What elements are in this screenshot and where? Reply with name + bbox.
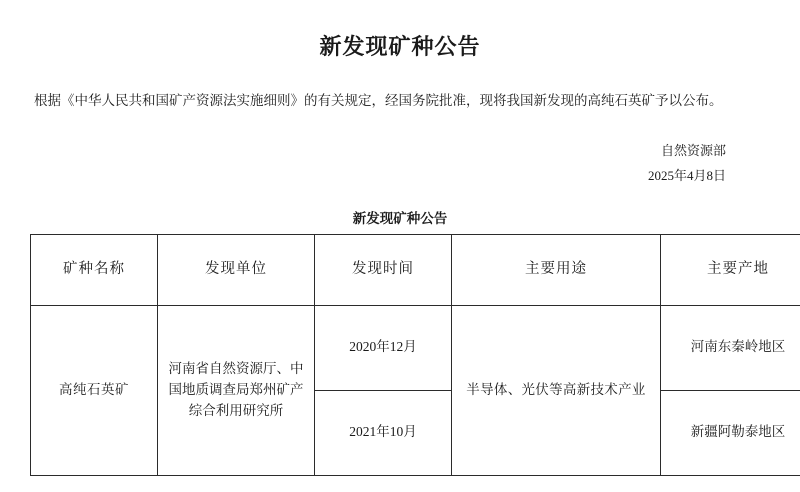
cell-main-place-1: 河南东秦岭地区 bbox=[661, 305, 800, 390]
table-body bbox=[31, 305, 800, 475]
cell-discovery-time-2: 2021年10月 bbox=[315, 390, 452, 475]
issuer-name: 自然资源部 bbox=[30, 139, 726, 164]
issue-date: 2025年4月8日 bbox=[30, 164, 726, 189]
column-header-mineral-name: 矿种名称 bbox=[31, 234, 158, 305]
page-title: 新发现矿种公告 bbox=[30, 30, 770, 61]
signature-block bbox=[30, 139, 770, 188]
cell-main-place-2: 新疆阿勒泰地区 bbox=[661, 390, 800, 475]
intro-paragraph: 根据《中华人民共和国矿产资源法实施细则》的有关规定，经国务院批准，现将我国新发现的高纯石英矿予以公布。 bbox=[30, 89, 770, 113]
table-header-row bbox=[31, 234, 800, 305]
document-page bbox=[0, 30, 800, 492]
cell-mineral-name: 高纯石英矿 bbox=[31, 305, 158, 475]
cell-main-use: 半导体、光伏等高新技术产业 bbox=[452, 305, 661, 475]
table-header bbox=[31, 234, 800, 305]
cell-discovery-unit: 河南省自然资源厅、中国地质调查局郑州矿产综合利用研究所 bbox=[158, 305, 315, 475]
column-header-main-use: 主要用途 bbox=[452, 234, 661, 305]
column-header-main-place: 主要产地 bbox=[661, 234, 800, 305]
cell-discovery-time-1: 2020年12月 bbox=[315, 305, 452, 390]
column-header-discovery-unit: 发现单位 bbox=[158, 234, 315, 305]
mineral-table bbox=[30, 234, 800, 476]
table-row bbox=[31, 305, 800, 390]
column-header-discovery-time: 发现时间 bbox=[315, 234, 452, 305]
table-caption: 新发现矿种公告 bbox=[30, 207, 770, 227]
